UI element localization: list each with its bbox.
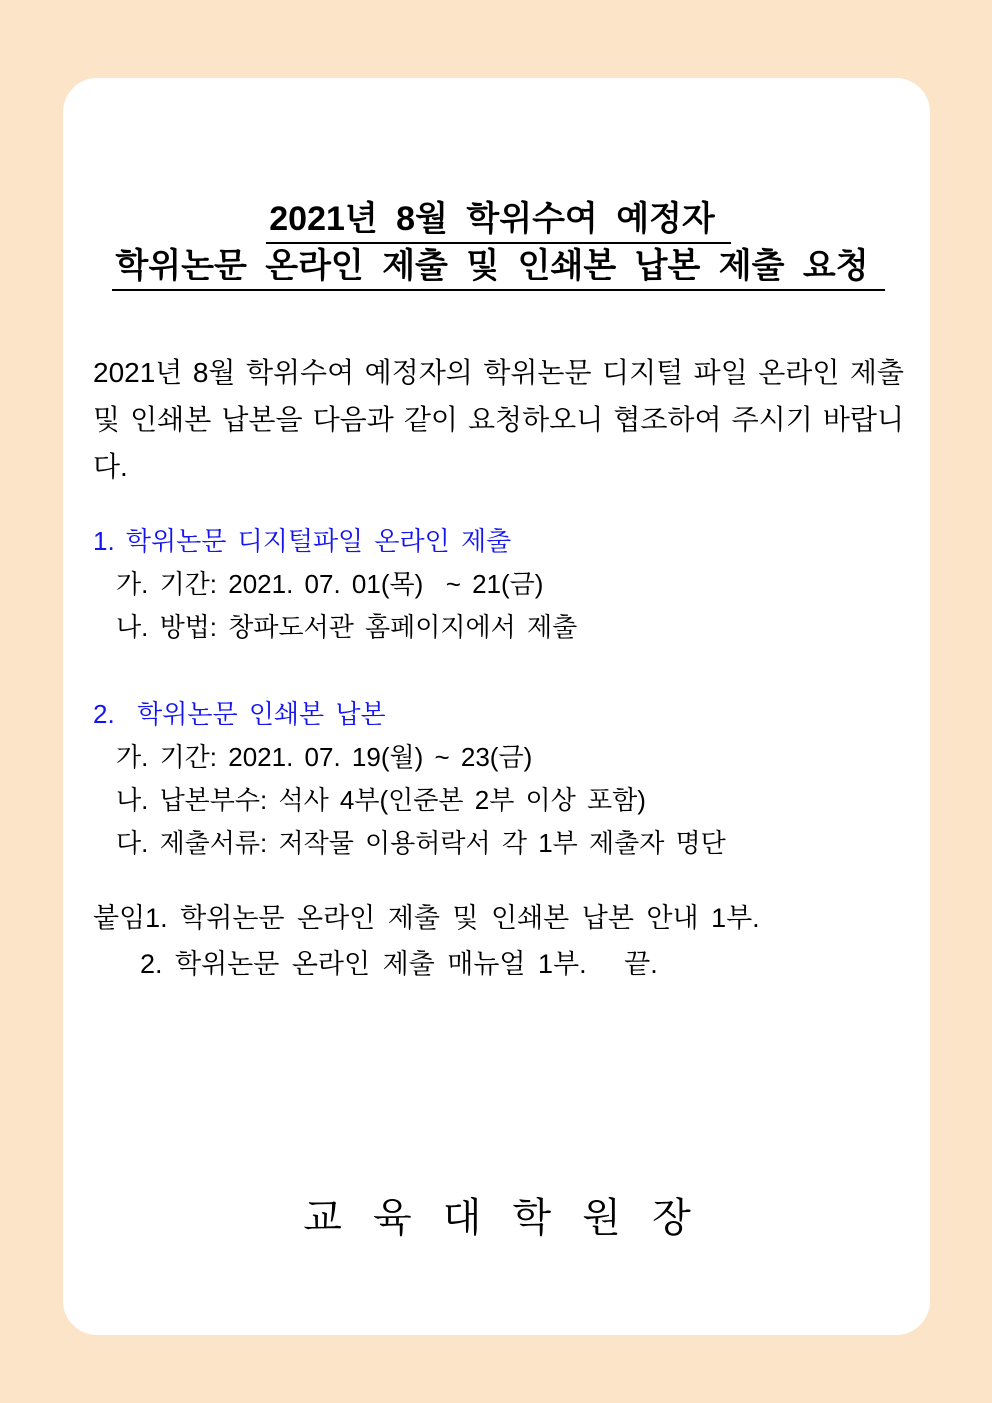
section-1-item-period: 가. 기간: 2021. 07. 01(목) ~ 21(금) <box>116 569 544 599</box>
section-2-item-documents: 다. 제출서류: 저작물 이용허락서 각 1부 제출자 명단 <box>116 828 726 858</box>
title-line-2: 학위논문 온라인 제출 및 인쇄본 납본 제출 요청 <box>112 247 884 291</box>
signature-line: 교 육 대 학 원 장 <box>303 1196 694 1240</box>
section-print-deposit <box>93 693 904 865</box>
attachments-block <box>93 895 904 987</box>
attachment-line-2: 2. 학위논문 온라인 제출 매뉴얼 1부. 끝. <box>140 949 658 979</box>
section-online-submission <box>93 520 904 649</box>
notice-title <box>93 196 904 289</box>
intro-paragraph <box>93 349 904 490</box>
section-2-item-copies: 나. 납본부수: 석사 4부(인준본 2부 이상 포함) <box>116 785 646 815</box>
title-row <box>93 243 904 289</box>
section-1-heading: 1. 학위논문 디지털파일 온라인 제출 <box>93 526 512 556</box>
title-line-1: 2021년 8월 학위수여 예정자 <box>266 200 730 244</box>
section-2-heading: 2. 학위논문 인쇄본 납본 <box>93 699 386 729</box>
intro-line-2: 및 인쇄본 납본을 다음과 같이 요청하오니 협조하여 주시기 바랍니 <box>93 404 904 435</box>
title-row <box>93 196 904 242</box>
section-1-item-method: 나. 방법: 창파도서관 홈페이지에서 제출 <box>116 612 578 642</box>
notice-card <box>63 78 930 1335</box>
attachment-line-1: 붙임1. 학위논문 온라인 제출 및 인쇄본 납본 안내 1부. <box>93 903 760 933</box>
section-2-item-period: 가. 기간: 2021. 07. 19(월) ~ 23(금) <box>116 742 533 772</box>
intro-line-1: 2021년 8월 학위수여 예정자의 학위논문 디지털 파일 온라인 제출 <box>93 357 904 388</box>
intro-line-3: 다. <box>93 451 128 482</box>
